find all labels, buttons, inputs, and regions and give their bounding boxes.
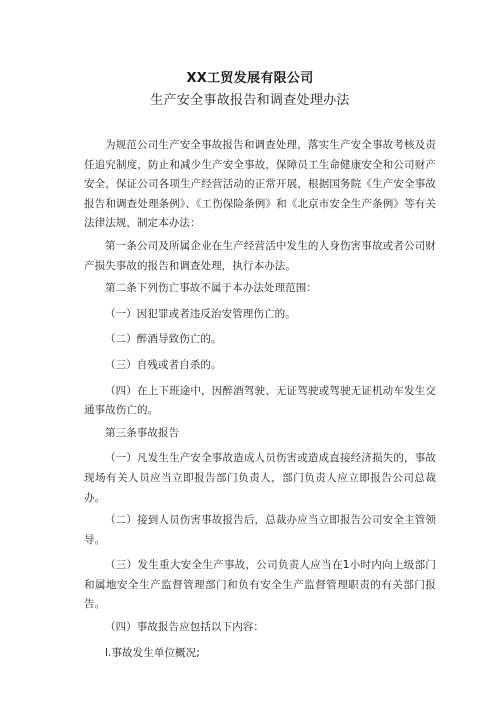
title-block	[0, 68, 500, 112]
paragraph-sub-item: l.事故发生单位概况;	[105, 646, 200, 659]
paragraph-article-1: 第一条公司及所属企业在生产经营活中发生的人身伤害事故或者公司财产损失事故的报告和调查处理，执行本办法。	[84, 239, 436, 272]
paragraph-item: （一）凡发生生产安全事故造成人员伤害或造成直接经济损失的，事故现场有关人员应当立即报告部门负责人，部门负责人应立即报告公司总裁办。	[84, 452, 436, 504]
paragraph-article-3: 第三条事故报告	[105, 426, 180, 439]
paragraph-item: （二）接到人员伤害事故报告后，总裁办应当立即报告公司安全主管领导。	[84, 514, 436, 546]
paragraph-preamble: 为规范公司生产安全事故报告和调查处理，落实生产安全事故考核及责任追究制度，防止和减少生产安全事故，保障员工生命健康安全和公司财产安全，保证公司各项生产经营活动的正常开展，根据国务院《生产安全事故报告和调查处理条例》、《工伤保险条例》和《北京市安全生产条例》等有关法律法规，制定本办法：	[84, 139, 436, 230]
paragraph-item: （三）发生重大安全生产事故，公司负责人应当在1小时内向上级部门和属地安全生产监督管理部门和负有安全生产监督管理职责的有关部门报告。	[84, 559, 436, 611]
paragraph-item: （四）在上下班途中，因醉酒驾驶、无证驾驶或驾驶无证机动车发生交通事故伤亡的。	[84, 384, 436, 417]
paragraph-item: （三）自残或者自杀的。	[105, 358, 222, 371]
paragraph-item: （一）因犯罪或者违反治安管理伤亡的。	[105, 307, 296, 320]
paragraph-item: （二）醉酒导致伤亡的。	[105, 333, 222, 346]
paragraph-item: （四）事故报告应包括以下内容：	[105, 621, 264, 634]
document-title: 生产安全事故报告和调查处理办法	[150, 93, 350, 108]
document-body	[84, 136, 436, 669]
paragraph-article-2: 第二条下列伤亡事故不属于本办法处理范围：	[105, 282, 317, 295]
company-title: XX工贸发展有限公司	[186, 71, 314, 86]
